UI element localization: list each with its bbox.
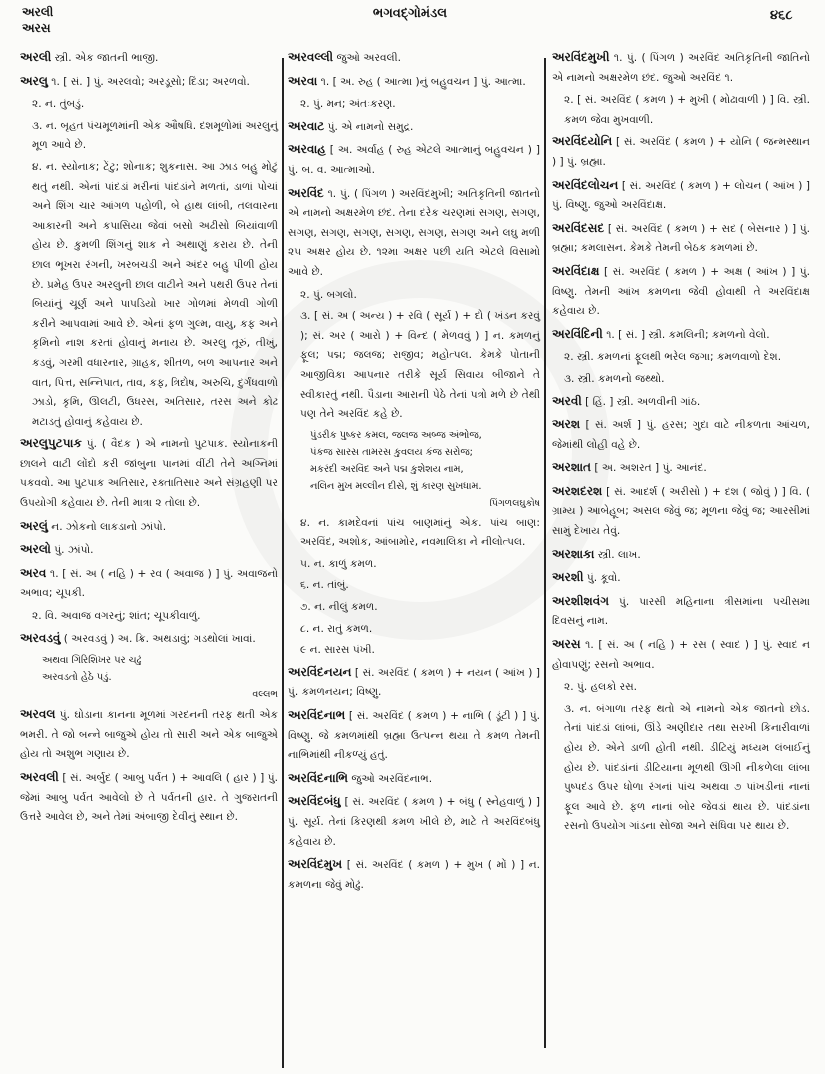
- dictionary-entry: [552, 392, 810, 413]
- sense: ૮. ન. રાતું કમળ.: [300, 622, 373, 635]
- headword: અરવિંદયોનિ: [552, 134, 613, 149]
- sense: ૨. સ્ત્રી. કમળનાં ફૂલથી ભરેલ જગા; કમળવાળો દેશ.: [564, 351, 782, 364]
- sense: ૩. સ્ત્રી. કમળનો જથ્થો.: [564, 372, 665, 385]
- sense: ૨. પું. મન; અંતઃકરણ.: [300, 98, 396, 111]
- headword: અરલો: [20, 542, 51, 557]
- definition: ૧. [ સં. અ ( નહિ ) + રવ ( અવાજ ) ] પું. અવાજનો અભાવ; ચૂપકી.: [20, 567, 278, 600]
- dictionary-entry: [20, 540, 278, 561]
- definition: [ સં. અરવિંદ ( કમળ ) + અક્ષ ( આંખ ) ] પું. વિષ્ણુ. તેમની આંખ કમળના જેવી હોવાથી તે અરવિંદાક્ષ કહેવાય છે.: [552, 265, 810, 318]
- definition: જુઓ અરવલી.: [333, 52, 401, 64]
- dictionary-entry: [20, 768, 278, 828]
- verse-line: પુંડરીક પુષ્કર કમલ, જલજ અબ્જ અંભોજ,: [310, 429, 482, 441]
- headword: અરવિંદમુખી: [552, 50, 610, 64]
- dictionary-entry: [288, 769, 540, 790]
- headword: અરવી: [552, 393, 582, 408]
- dictionary-entry: [20, 705, 278, 765]
- headword: અરસ: [552, 637, 581, 652]
- headword: અરશદરશ: [552, 483, 603, 498]
- sense: ૫. ન. કાળું કમળ.: [300, 557, 377, 570]
- verse-line: અથવા ગિરિશિખર પર ચઢું: [42, 655, 142, 667]
- sense: ૩. ન. બૃહત પંચમૂળમાંની એક ઔષધિ. દશમૂળોમાં અરલુનું મૂળ આવે છે.: [32, 119, 278, 152]
- headword: અરવડવું: [20, 630, 61, 645]
- definition: [ સં. અરવિંદ ( કમળ ) + સદ ( બેસનાર ) ] પું. બ્રહ્મા; કમલાસન. કેમકે તેમની બેઠક કમળમાં છે.: [552, 222, 810, 255]
- page-number: ૪૬૮: [770, 8, 793, 23]
- dictionary-entry: [20, 517, 278, 538]
- headword: અરવિંદબંધુ: [288, 794, 341, 809]
- sense: ૩. ન. બંગાળા તરફ થતો એ નામનો એક જાતનો છોડ. તેનાં પાંદડાં લાંબાં, ઊંડે અણીદાર તથા સરખી કિનારીવાળાં હોય છે. એને ડાળી હોતી નથી. ડીટિયું મધ્યમ લંબાઈનું હોય છે. પાંદડાંનાં ડીટિયાના મૂળથી ઊગી નીકળેલા લાંબા પુષ્પદંડ ઉપર ધોળા રંગનાં પાંચ અથવા ૭ પાંખડીનાં નાનાં ફૂલ આવે છે. ફળ નાનાં બોર જેવડાં થાય છે. પાંદડાંના રસનો ઉપયોગ ગાંડના સોજા અને સંધિવા પર થાય છે.: [564, 702, 810, 833]
- dictionary-entry: [288, 663, 540, 703]
- quoted-verse: [310, 427, 540, 512]
- definition: ન. ઝોકનો લાકડાનો ઝાંપો.: [47, 520, 167, 533]
- headword: અરવિંદસદ: [552, 220, 605, 235]
- sense: ૪. ન. સ્યોનાક; ટેંટુ; શોનાક; શુકનાસ. આ ઝાડ બહુ મોટું થતું નથી. એનાં પાંદડાં મરીનાં પાંદડાંને મળતાં, ડાળાં પોચાં અને શિંગ ચાર આંગળ પહોળી, બે હાથ લાંબી, તલવારના આકારની અને કપાસિયા જેવાં બસો અઢીસો બિયાંવાળી હોય છે. કુમળી શિંગનું શાક ને અથાણું કરાય છે. તેની છાલ ભૂખરા રંગની, ખરબચડી અને અંદર બહુ પીળી હોય છે. પ્રમેહ ઉપર અરલુની છાલ વાટીને અને પથરી ઉપર તેનાં બિયાંનું ચૂર્ણ અને પાપડિયો ખાર ગોળમાં મેળવી ગોળી કરીને આપવામાં આવે છે. એનાં ફળ ગુલ્મ, વાયુ, કફ અને કૃમિનો નાશ કરતાં હોવાનું મનાય છે. અરલુ તૂરું, તીખું, કડવું, ગરમી વધારનાર, ગ્રાહક, શીતળ, બળ આપનાર અને વાત, પિત્ત, સન્નિપાત, તાવ, કફ, ત્રિદોષ, અરુચિ, દુર્ગંધવાળો ઝાડો, કૃમિ, ઊલટી, ઉધરસ, અતિસાર, તરસ અને કોઢ મટાડતું હોવાનું કહેવાય છે.: [32, 160, 278, 428]
- headword: અરવિંદ: [288, 185, 324, 200]
- definition: [ હિં. ] સ્ત્રી. અળવીની ગાંઠ.: [581, 395, 701, 408]
- dictionary-entry: [288, 117, 540, 138]
- column-3: [552, 48, 810, 839]
- headword: અરવિંદનાભ: [288, 708, 346, 723]
- sense: ૨. [ સં. અરવિંદ ( કમળ ) + મુખી ( મોઢાવાળી ) ] વિ. સ્ત્રી. કમળ જેવા મુખવાળી.: [564, 94, 810, 126]
- definition: જુઓ અરવિંદનાભ.: [347, 772, 433, 785]
- headword: અરલુપુટપાક: [20, 436, 82, 451]
- dictionary-entry: [552, 635, 810, 675]
- guide-word-first: અરલી: [22, 5, 54, 19]
- page-header: [0, 0, 825, 44]
- verse-line: મકરંદી અરવિંદ અને પદ્મ કુશેશય નામ,: [310, 463, 464, 475]
- definition: ૧. [ અ. રુહ ( આત્મા )નું બહુવચન ] પું. આત્મા.: [317, 75, 526, 88]
- dictionary-entry: [20, 48, 278, 69]
- definition: [ સં. અરવિંદ ( કમળ ) + નયન ( આંખ ) ] પું. કમળનયન; વિષ્ણુ.: [288, 666, 540, 699]
- sense: ૨. ન. તુંબડું.: [32, 98, 85, 111]
- definition: [ અ. અશરત ] પું. આનંદ.: [591, 462, 707, 475]
- dictionary-entry: [552, 415, 810, 455]
- dictionary-entry: [288, 855, 540, 895]
- headword: અરવિંદાક્ષ: [552, 263, 600, 278]
- definition: [ સં. અરવિંદ ( કમળ ) + લોચન ( આંખ ) ] પું. વિષ્ણુ. જુઓ અરવિંદાક્ષ.: [552, 179, 810, 212]
- column-1: [20, 48, 278, 831]
- sense: ૯ ન. સારસ પંખી.: [300, 644, 375, 657]
- dictionary-entry: [288, 792, 540, 852]
- dictionary-entry: [552, 325, 810, 346]
- quoted-verse: [42, 652, 278, 703]
- dictionary-entry: [552, 568, 810, 589]
- dictionary-entry: [20, 434, 278, 513]
- sense: ૨. વિ. અવાજ વગરનું; શાંત; ચૂપકીવાળું.: [32, 610, 201, 623]
- dictionary-entry: [288, 706, 540, 766]
- headword: અરવલી: [20, 770, 59, 784]
- dictionary-entry: [552, 592, 810, 632]
- verse-line: પંકજ સારસ તામરસ કુવલય કંજ સરોજ;: [310, 446, 473, 458]
- dictionary-entry: [552, 458, 810, 479]
- headword: અરશીશવંગ: [552, 593, 610, 608]
- dictionary-entry: [288, 184, 540, 283]
- definition: [ સં. અરવિંદ ( કમળ ) + યોનિ ( જન્મસ્થાન ) ] પું. બ્રહ્મા.: [552, 136, 810, 168]
- dictionary-entry: [552, 132, 810, 172]
- definition: ૧. [ સં. અ ( નહિ ) + રસ ( સ્વાદ ) ] પું. સ્વાદ ન હોવાપણું; રસનો અભાવ.: [552, 639, 810, 671]
- dictionary-entry: [288, 48, 540, 69]
- headword: અરશાત: [552, 460, 592, 475]
- verse-source: પિંગળલઘુકોષ: [489, 497, 540, 509]
- definition: પું. એ નામનો સમુદ્ર.: [324, 120, 414, 133]
- headword: અરવા: [288, 73, 318, 88]
- definition: [ સં. અર્શ ] પું. હરસ; ગુદા વાટે નીકળતા આંચળ, જેમાંથી લોહી વહે છે.: [552, 419, 810, 451]
- column-divider: [544, 58, 546, 1048]
- headword: અરવિંદિની: [552, 326, 603, 341]
- definition: પું. ( વૈદક ) એ નામનો પુટપાક. સ્યોનાકની છાલને વાટી લોંદો કરી જાંબુના પાનમાં વીંટી તેને અગ્નિમાં પકવવો. આ પુટપાક અતિસાર, રક્તાતિસાર અને સંગ્રહણી પર ઉપયોગી કહેવાય છે. તેની માત્રા ૨ તોલા છે.: [20, 438, 278, 510]
- definition: પું. પારસી મહિનાના ત્રીસમાંના પચીસમા દિવસનું નામ.: [552, 595, 810, 628]
- sense: ૬. ન. તાંબું.: [300, 579, 349, 592]
- definition: [ અ. અર્વાહ ( રુહ એટલે આત્માનું બહુવચન ) ] પું. બ. વ. આત્માઓ.: [288, 144, 540, 176]
- sense: ૭. ન. નીલું કમળ.: [300, 601, 378, 614]
- headword: અરવાહ: [288, 142, 326, 157]
- headword: અરવિંદલોચન: [552, 177, 619, 192]
- definition: પું. ઝાંપો.: [50, 544, 94, 557]
- definition: પું. કૂવો.: [583, 572, 621, 585]
- headword: અરશાકા: [552, 546, 595, 561]
- guide-word-last: અરસ: [22, 21, 51, 35]
- definition: ૧. [ સં. ] પું. અરલવો; અરડૂસો; દિંડા; અરળવો.: [47, 75, 250, 88]
- verse-source: વલ્લભ: [252, 689, 278, 701]
- dictionary-entry: [552, 545, 810, 566]
- headword: અરલુ: [20, 73, 48, 88]
- headword: અરલું: [20, 518, 48, 533]
- verse-line: નલિન મુખ મલ્લીન દીસે, શું કારણ સુખધામ.: [310, 480, 482, 492]
- definition: સ્ત્રી. એક જાતની ભાજી.: [51, 52, 159, 64]
- definition: [ સં. અરવિંદ ( કમળ ) + મુખ ( મોં ) ] ન. કમળના જેવું મોઢું.: [288, 859, 540, 891]
- headword: અરવ: [20, 565, 47, 580]
- column-divider: [282, 58, 284, 1068]
- headword: અરશ: [552, 417, 581, 432]
- dictionary-entry: [552, 219, 810, 259]
- dictionary-entry: [552, 176, 810, 216]
- definition: [ સં. અર્બુદ ( આબુ પર્વત ) + આવલિ ( હાર ) ] પું. જેમાં આબુ પર્વત આવેલો છે તે પર્વતની હાર. તે ગુજરાતની ઉત્તરે આવેલ છે, અને તેમાં અંબાજી દેવીનું સ્થાન છે.: [20, 772, 278, 824]
- dictionary-entry: [288, 72, 540, 93]
- definition: [ સં. અરવિંદ ( કમળ ) + નાભિ ( ડૂંટી ) ] પું. વિષ્ણુ. જે કમળમાંથી બ્રહ્મા ઉત્પન્ન થયા તે કમળ તેમની નાભિમાંથી નીકળ્યું હતું.: [288, 710, 540, 762]
- definition: ૧. [ સં. ] સ્ત્રી. કમલિની; કમળનો વેલો.: [602, 328, 770, 341]
- definition: ૧. પું. ( પિંગળ ) અરવિંદમુખી; અતિકૃતિની જાતનો એ નામનો અક્ષરમેળ છંદ. તેના દરેક ચરણમાં સગણ, સગણ, સગણ, સગણ, સગણ, સગણ, સગણ, સગણ અને લઘુ મળી ૨૫ અક્ષર હોય છે. ૧૨મા અક્ષર પછી યતિ એટલે વિસામો આવે છે.: [288, 187, 540, 278]
- dictionary-entry: [20, 72, 278, 93]
- definition: [ સં. અરવિંદ ( કમળ ) + બંધુ ( સ્નેહવાળું ) ] પું. સૂર્ય. તેનાં કિરણથી કમળ ખીલે છે, માટે તે અરવિંદબંધુ કહેવાય છે.: [288, 796, 540, 848]
- headword: અરવિંદનાભિ: [288, 770, 348, 785]
- column-2: [288, 48, 540, 898]
- definition: ( અરવડવું ) અ. ક્રિ. અથડાવું; ગડથોલાં ખાવાં.: [60, 632, 256, 645]
- definition: સ્ત્રી. લાખ.: [594, 548, 641, 561]
- headword: અરવલ: [20, 707, 56, 722]
- dictionary-entry: [20, 564, 278, 604]
- headword: અરવાટ: [288, 118, 325, 133]
- headword: અરશી: [552, 570, 584, 585]
- dictionary-title: ભગવદ્ગોમંડલ: [372, 6, 448, 21]
- dictionary-entry: [288, 140, 540, 180]
- sense: ૨. પું. હલકો રસ.: [564, 681, 638, 694]
- definition: [ સં. આદર્શ ( અરીસો ) + દશ ( જોવું ) ] વિ. ( ગ્રામ્ય ) આબેહૂબ; અસલ જેવું જ; મૂળના જેવું જ; આરસીમાં સામું દેખાય તેવું.: [552, 485, 810, 538]
- definition: પું. ઘોડાના કાનના મૂળમાં ગરદનની તરફ થતી એક ભમરી. તે જો બન્ને બાજુએ હોય તો સારી અને એક બાજુએ હોય તો અશુભ ગણાય છે.: [20, 709, 278, 761]
- dictionary-entry: [552, 482, 810, 542]
- sense: ૩. [ સં. અ ( અન્ય ) + રવિ ( સૂર્ય ) + દો ( ખંડન કરવું ); સં. અર ( આરો ) + વિન્દ ( મેળવવું ) ] ન. કમળનું ફૂલ; પદ્મ; જલજ; રાજીવ; મહોત્પલ. કેમકે પોતાની આજીવિકા આપનાર તરીકે સૂર્ય સિવાય બીજાને તે સ્વીકારતું નથી. પૈડાના આરાની પેઠે તેનાં પત્રો મળે છે તેથી પણ તેને અરવિંદ કહે છે.: [300, 310, 540, 421]
- sense: ૨. પું. બગલો.: [300, 288, 357, 301]
- headword: અરવિંદનયન: [288, 664, 352, 679]
- dictionary-entry: [20, 629, 278, 650]
- headword: અરવલ્લી: [288, 50, 334, 64]
- verse-line: અરવડતો હેઠે પડું.: [42, 672, 112, 684]
- dictionary-entry: [552, 262, 810, 322]
- sense: ૪. ન. કામદેવનાં પાંચ બાણમાંનું એક. પાંચ બાણ: અરવિંદ, અશોક, આંબામોર, નવમાલિકા ને નીલોત્પલ.: [300, 516, 540, 549]
- headword: અરલી: [20, 50, 52, 64]
- definition: ૧. પું. ( પિંગળ ) અરવિંદ અતિકૃતિની જાતિનો એ નામનો અક્ષરમેળ છંદ. જુઓ અરવિંદ ૧.: [552, 52, 810, 84]
- headword: અરવિંદમુખ: [288, 857, 343, 872]
- dictionary-entry: [552, 48, 810, 88]
